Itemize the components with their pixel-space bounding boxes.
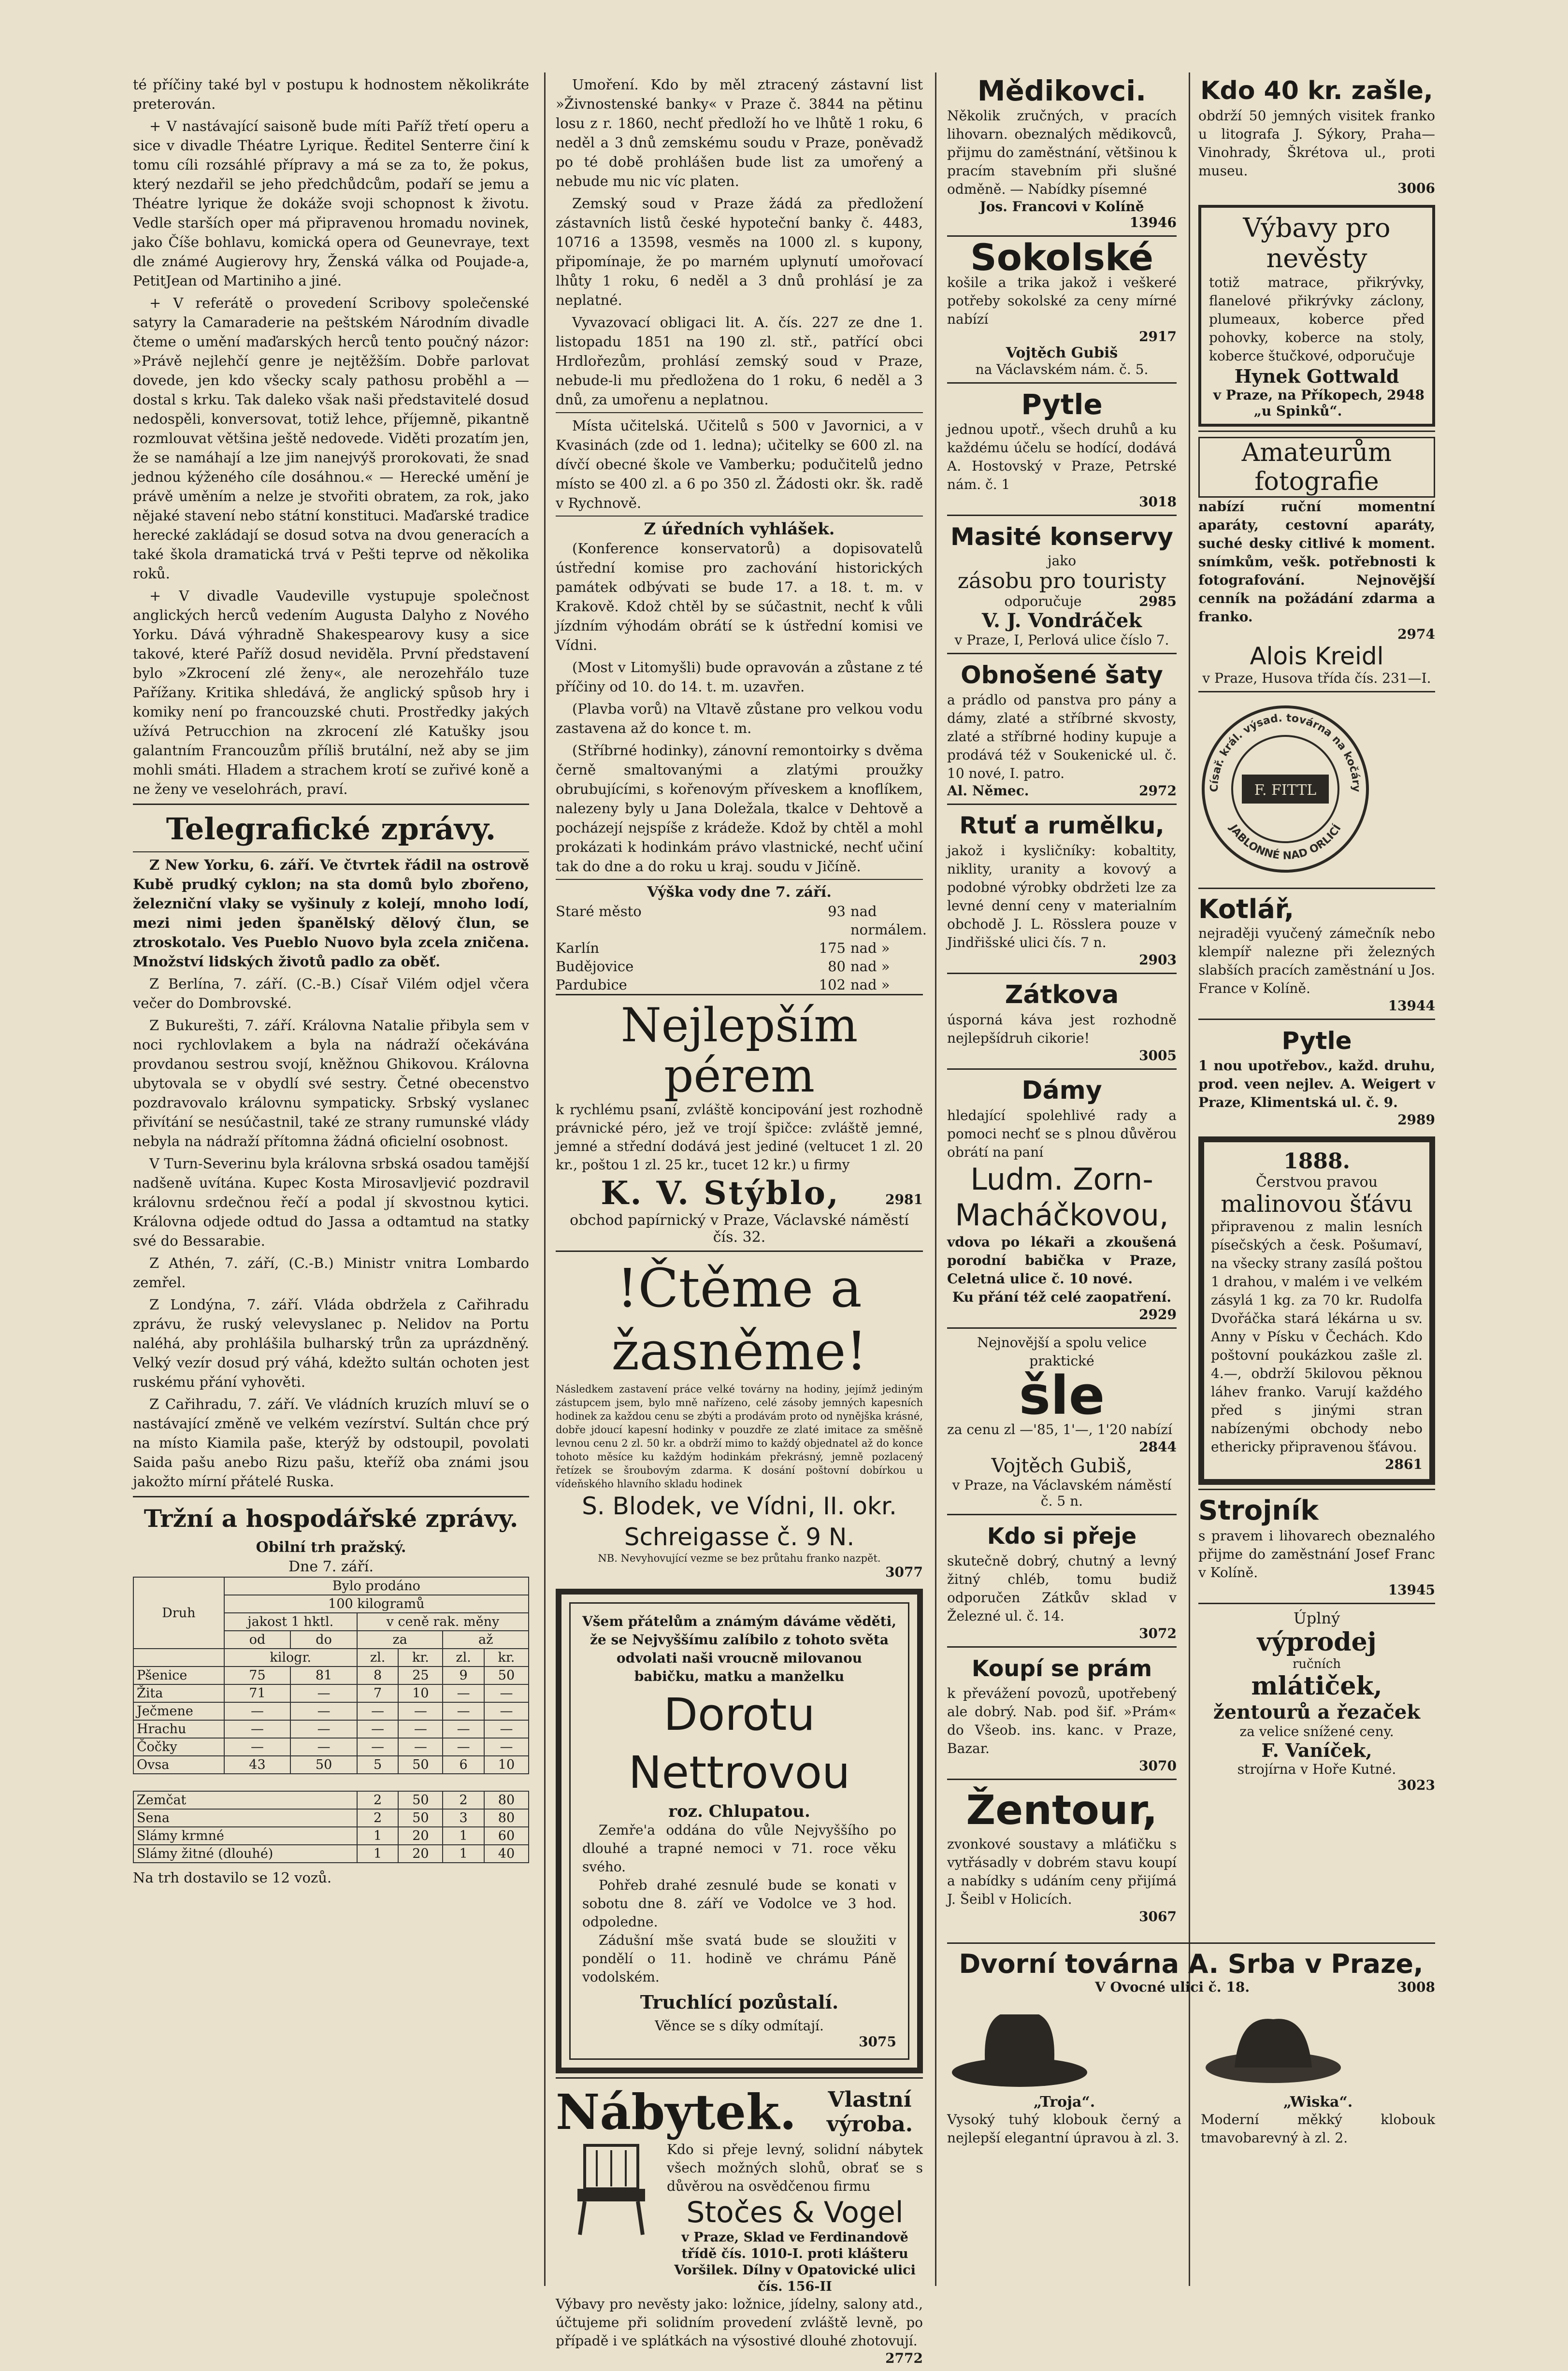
zentour-number: 3067: [1139, 1909, 1177, 1925]
official-paragraph: (Konference konservatorů) a dopisovatelů ústřední komise pro zachování historických památek odbývati se bude 17. a 18. t. m. v Krakově. Kdož chtěl by se súčastnit, nechť k vůli jízdním výhodám obrátí se k ústřední komisi ve Vídni.: [556, 540, 923, 653]
stava-ad: [1198, 1136, 1435, 1485]
theatre-paragraph: té příčiny také byl v postupu k hodnostem několikráte preterován.: [133, 76, 529, 112]
srba-address: V Ovocné ulici č. 18.: [1094, 1979, 1250, 1995]
divider: [133, 851, 529, 852]
water-place: Staré město: [556, 903, 642, 920]
rtut-title: Rtuť a rumělku,: [959, 812, 1165, 839]
table-cell: Hrachu: [133, 1720, 224, 1738]
death-notice-text: Pohřeb drahé zesnulé bude se konati v sobotu dne 8. září ve Vodolce ve 3 hod. odpoledne.: [582, 1877, 896, 1930]
grain-price-table: [133, 1577, 529, 1863]
telegraph-paragraph: V Turn-Severinu byla královna srbská osadou tamější nadšeně uvítána. Kupec Kosta Mirosavljević pozdravil královnu srdečnou řečí a podal jí skvostnou kytici. Královna odjede odtud do Jassa a odtamtud na statky své do Bessarabie.: [133, 1155, 529, 1249]
damy-text: Ku přání též celé zaopatření.: [952, 1289, 1172, 1305]
table-cell: —: [443, 1738, 484, 1756]
table-cell: —: [443, 1702, 484, 1720]
official-heading: Z úředních vyhlášek.: [644, 519, 835, 539]
pen-ad-title: Nejlepším pérem: [620, 998, 858, 1103]
divider: [133, 1496, 529, 1497]
table-row: [133, 1756, 529, 1774]
telegraph-paragraph: Z Londýna, 7. září. Vláda obdržela z Cařihradu zprávu, že ruský velevyslanec p. Nelidov na Portu naléhá, aby prohlášila bulharský trůn za uprázdněný. Velký vezír dosud prý váhá, kdežto sultán ochoten jest ruskému přání vyhověti.: [133, 1296, 529, 1390]
zatkova-text: úsporná káva jest rozhodně nejlepšídruh cikorie!: [947, 1012, 1177, 1046]
furniture-ad-address: v Praze, Sklad ve Ferdinandově třídě čís. 1010-I. proti klášteru Voršilek. Dílny v Opatovické ulici čís. 156-II: [674, 2230, 916, 2294]
table-cell: 20: [398, 1845, 443, 1863]
konservy-ad: [947, 515, 1177, 653]
damy-number: 2929: [1139, 1307, 1177, 1322]
table-row: [133, 1845, 529, 1863]
kdo40-title: Kdo 40 kr. zašle,: [1200, 76, 1433, 105]
table-cell: Sena: [133, 1809, 357, 1827]
table-header-kr: kr.: [484, 1649, 529, 1667]
medikovci-number: 13946: [1129, 215, 1177, 230]
srba-ad: [947, 1942, 1435, 2147]
furniture-ad-side: Vlastní výroba.: [826, 2087, 913, 2137]
column-2: [556, 75, 927, 2371]
table-cell: —: [290, 1720, 357, 1738]
zatkova-ad: [947, 973, 1177, 1068]
strojnik-text: s pravem i lihovarech obeznalého přijme do zaměstnání Josef Franc v Kolíně.: [1198, 1528, 1435, 1581]
table-cell: 50: [398, 1756, 443, 1774]
furniture-ad: [556, 2077, 923, 2371]
table-cell: 80: [484, 1791, 529, 1809]
table-header-jakost: jakost 1 hktl.: [224, 1613, 357, 1631]
pytle-text: jednou upotř., všech druhů a ku každému účelu se hodící, dodává A. Hostovský v Praze, Petrské nám. č. 1: [947, 421, 1177, 492]
seal-text-bottom: JABLONNÉ NAD ORLICÍ: [1227, 822, 1344, 862]
pytle2-title: Pytle: [1281, 1027, 1352, 1055]
medikovci-title: Mědikovci.: [977, 74, 1147, 107]
water-value: 80: [828, 958, 846, 975]
zatkova-title: Zátkova: [1005, 980, 1119, 1009]
damy-text: hledající spolehlivé rady a pomoci nechť se s plnou důvěrou obrátí na paní: [947, 1107, 1177, 1160]
pytle-title: Pytle: [1021, 388, 1103, 421]
table-cell: 25: [398, 1667, 443, 1684]
srba-title: Dvorní továrna A. Srba v Praze,: [959, 1949, 1424, 1979]
official-paragraph: (Most v Litomyšli) bude opravován a zůstane z té příčiny od 10. do 14. t. m. uzavřen.: [556, 659, 923, 695]
medikovci-firm: Jos. Francovi v Kolíně: [979, 199, 1144, 215]
theatre-paragraph: + V nastávající saisoně bude míti Paříž třetí operu a sice v divadle Théatre Lyrique. Ředitel Senterre činí k tomu cíli rozsáhlé přípravy a má se za to, že pokus, který nezdařil se jeho předchůdcům, podaří se jemu a Théatre lyrique že dokáže svoji schopnost k životu. Vedle starších oper má připravenou hromadu novinek, jako Číše bohlavu, komická opera od Geunevraye, text dle známé Augierovy hry, Ženská válka od Poujade-a, PetitJean od Martiniho a jiné.: [133, 118, 529, 289]
foto-text: nabízí ruční momentní aparáty, cestovní aparáty, suché desky citlivé k moment. snímkům, vešk. potřebnosti k fotografování. Nejnovější cenník na požádání zdarma a franko.: [1198, 499, 1435, 625]
medikovci-ad: [947, 75, 1177, 235]
table-header-do: do: [290, 1631, 357, 1649]
table-header-zl: zl.: [357, 1649, 399, 1667]
table-cell: 40: [484, 1845, 529, 1863]
table-row: [133, 1702, 529, 1720]
table-cell: Pšenice: [133, 1667, 224, 1684]
table-cell: —: [484, 1720, 529, 1738]
clock-ad-title: !Čtěme a žasněme!: [611, 1257, 867, 1382]
pytle-number: 3018: [1139, 494, 1177, 510]
table-cell: 10: [398, 1684, 443, 1702]
table-header-kilogr: kilogr.: [224, 1649, 357, 1667]
column-3: [947, 75, 1177, 1929]
pram-number: 3070: [1139, 1758, 1177, 1774]
table-header-kr: kr.: [398, 1649, 443, 1667]
table-header-sold: Bylo prodáno: [224, 1577, 529, 1595]
sokolske-number: 2917: [1139, 329, 1177, 345]
table-row: [133, 1738, 529, 1756]
table-cell: 6: [443, 1756, 484, 1774]
vyprodej-text: ručních: [1292, 1657, 1341, 1671]
table-cell: 50: [290, 1756, 357, 1774]
table-header-druh: Druh: [133, 1577, 224, 1649]
saty-text: a prádlo od panstva pro pány a dámy, zlaté a stříbrné skvosty, zlaté a stříbrné hodiny kupuje a prodává též v Soukenické ul. č. 10 nové, I. patro.: [947, 692, 1177, 781]
foto-address: v Praze, Husova třída čís. 231—I.: [1202, 670, 1431, 686]
top-hat-icon: [947, 1995, 1092, 2092]
water-value: 175: [819, 940, 846, 956]
water-level-list: [556, 902, 927, 994]
pytle2-text: 1 nou upotřebov., každ. druhu, prod. veen nejlev. A. Weigert v Praze, Klimentská ul. č. 9.: [1198, 1058, 1435, 1110]
clock-ad: [556, 1250, 923, 1585]
table-cell: —: [224, 1720, 291, 1738]
pen-ad-text: k rychlému psaní, zvláště koncipování jest rozhodně právnické péro, jež ve trojí špičce: zvláště jemné, jemné a střední dodává jest jediné (veltucet 1 zl. 20 kr., poštou 1 zl. 25 kr., tucet 12 kr.) u firmy: [556, 1102, 923, 1173]
table-cell: —: [357, 1720, 399, 1738]
stava-text: Čerstvou pravou: [1255, 1174, 1378, 1191]
telegraph-paragraph: Z Athén, 7. září, (C.-B.) Ministr vnitra Lombardo zemřel.: [133, 1255, 529, 1291]
divider: [556, 412, 923, 413]
water-row: [556, 939, 923, 957]
divider: [556, 516, 923, 517]
death-notice-name: Dorotu Nettrovou: [628, 1689, 850, 1798]
market-footer: Na trh dostavilo se 12 vozů.: [133, 1869, 332, 1886]
notice-paragraph: Místa učitelská. Učitelů s 500 v Javornici, a v Kvasinách (zde od 1. ledna); učitelky se 600 zl. na dívčí obecné škole ve Vamberku; podučitelů jedno místo se 400 zl. a 6 po 350 zl. Žádosti okr. šk. radě v Rychnově.: [556, 417, 923, 511]
sle-title: šle: [1019, 1365, 1105, 1426]
damy-text: vdova po lékaři a zkoušená porodní babička v Praze, Celetná ulice č. 10 nové.: [947, 1234, 1177, 1287]
sokolske-address: na Václavském nám. č. 5.: [975, 361, 1149, 377]
vybavy-number: 2948: [1387, 387, 1424, 403]
vyprodej-address: strojírna v Hoře Kutné.: [1237, 1761, 1396, 1777]
table-header-az: až: [443, 1631, 529, 1649]
pytle2-number: 2989: [1397, 1112, 1435, 1128]
death-notice-intro: Všem přátelům a známým dáváme věděti, že se Nejvyššímu zalíbilo z tohoto světa odvolati naši vroucně milovanou babičku, matku a manželku: [582, 1613, 896, 1684]
death-notice-thanks: Věnce se s díky odmítají.: [655, 2018, 824, 2034]
telegraph-paragraph: Z New Yorku, 6. září. Ve čtvrtek řádil na ostrově Kubě prudký cyklon; na sta domů bylo zbořeno, železniční vlaky se vyšinuly z kolejí, mnoho lodí, mezi nimi jeden španělský dělový člun, se ztroskotalo. Ves Pueblo Nuovo byla zcela zničena. Množství lidských životů padlo za oběť.: [133, 857, 529, 970]
water-heading: Výška vody dne 7. září.: [647, 884, 832, 901]
rtut-text: jakož i kysličníky: kobaltity, niklity, uranity a kovový a podobné výrobky obdržeti lze za levné denní ceny v materialním obchodě J. L. Rösslera pouze v Jindřišské ulici čís. 7 n.: [947, 843, 1177, 950]
zentour-ad: [947, 1779, 1177, 1929]
kdo40-ad: [1198, 75, 1435, 201]
market-date: Dne 7. září.: [288, 1558, 374, 1575]
foto-number: 2974: [1397, 626, 1435, 642]
stava-year: 1888.: [1283, 1149, 1350, 1174]
table-cell: 1: [443, 1827, 484, 1845]
sle-ad: [947, 1327, 1177, 1514]
furniture-ad-title: Nábytek.: [556, 2084, 797, 2141]
official-paragraph: (Stříbrné hodinky), zánovní remontoirky s dvěma černě smaltovanými a zlatými proužky obrubujícími, s kořenovým příveskem a knoflíkem, nalezeny byly u Jana Doležala, tkalce v Dehtově a pocházejí nejspíše z krádeže. Kdož by chtěl a mohl prokázati k hodinkám právo vlastnické, nechť učiní tak do dne a do roku u kraj. soudu v Jičíně.: [556, 742, 923, 875]
hat-name: „Troja“.: [1033, 2094, 1095, 2111]
konservy-firm: V. J. Vondráček: [981, 609, 1142, 632]
srba-number: 3008: [1397, 1979, 1435, 1995]
table-cell: 71: [224, 1684, 291, 1702]
preje-number: 3072: [1139, 1625, 1177, 1641]
konservy-title: Masité konservy: [950, 523, 1173, 551]
water-unit: nad »: [850, 958, 890, 975]
table-header-cene: v ceně rak. měny: [357, 1613, 529, 1631]
table-cell: 2: [443, 1791, 484, 1809]
notice-paragraph: Zemský soud v Praze žádá za předložení zástavních listů české hypoteční banky č. 4483, 10716 a 13598, vesměs na 1000 zl. s kupony, připomínaje, že po marném uplynutí umořovací lhůty 1 roku, 6 neděl a 3 dnů prohlásí je za neplatné.: [556, 195, 923, 308]
table-header-100kg: 100 kilogramů: [224, 1595, 529, 1613]
furniture-ad-text: Kdo si přeje levný, solidní nábytek všech možných slohů, obrať se s důvěrou na osvědčenou firmu: [667, 2141, 923, 2194]
death-notice-number: 3075: [859, 2034, 896, 2050]
column-4: [1198, 75, 1435, 1798]
table-cell: —: [484, 1684, 529, 1702]
medikovci-text: Několik zručných, v pracích lihovarn. obeznalých mědikovců, přijmu do zaměstnání, většinou k pracím stavebním při slušné odměně. — Nabídky písemné: [947, 108, 1177, 197]
chair-icon: [556, 2141, 667, 2237]
furniture-ad-number: 2772: [885, 2350, 923, 2366]
table-cell: 20: [398, 1827, 443, 1845]
seal-text-center: F. FITTL: [1254, 782, 1317, 799]
strojnik-number: 13945: [1388, 1582, 1435, 1598]
table-cell: 75: [224, 1667, 291, 1684]
table-cell: —: [484, 1702, 529, 1720]
table-header-od: od: [224, 1631, 291, 1649]
table-cell: —: [484, 1738, 529, 1756]
column-rule-2: [935, 72, 936, 2286]
table-cell: Žita: [133, 1684, 224, 1702]
foto-ad: [1198, 431, 1435, 691]
table-cell: 1: [443, 1845, 484, 1863]
divider: [133, 804, 529, 805]
pen-ad-address: obchod papírnický v Praze, Václavské náměstí čís. 32.: [570, 1212, 909, 1246]
vyprodej-number: 3023: [1397, 1777, 1435, 1793]
table-cell: 1: [357, 1827, 399, 1845]
water-value: 93: [828, 903, 846, 920]
vybavy-address: v Praze, na Příkopech, „u Spinků“.: [1213, 387, 1383, 419]
water-place: Pardubice: [556, 977, 627, 993]
pen-ad: [556, 994, 923, 1250]
stava-title: malinovou šťávu: [1221, 1191, 1413, 1218]
saty-number: 2972: [1139, 783, 1177, 799]
zentour-text: zvonkové soustavy a mláťičku s vytřásadly v dobrém stavu koupí a nabídky s udáním ceny přijímá J. Šeibl v Holicích.: [947, 1836, 1177, 1907]
table-cell: —: [357, 1738, 399, 1756]
damy-title: Dámy: [1021, 1076, 1102, 1105]
vyprodej-firm: F. Vaníček,: [1261, 1739, 1372, 1761]
preje-ad: [947, 1514, 1177, 1646]
damy-name: Ludm. Zorn-Macháčkovou,: [955, 1162, 1169, 1233]
table-cell: —: [398, 1720, 443, 1738]
seal-text-top: Císař. král. výsad. továrna na kočáry: [1208, 712, 1363, 792]
clock-ad-firm: S. Blodek, ve Vídni, II. okr. Schreigasse č. 9 N.: [582, 1492, 897, 1551]
column-rule-1: [544, 72, 546, 2286]
telegraph-paragraph: Z Cařihradu, 7. září. Ve vládních kruzích mluví se o nastávající změně ve velkém vezírství. Sultán chce prý na místo Kiamila paše, kterýž by odstoupil, povolati Saida pašu anebo Rizu pašu, kteříž oba známi jsou jakožto mírní přátelé Ruska.: [133, 1396, 529, 1490]
death-notice-text: Zádušní mše svatá bude se sloužiti v pondělí o 11. hodině ve chrámu Páně vodolském.: [582, 1932, 896, 1985]
table-cell: —: [224, 1738, 291, 1756]
pram-text: k převážení povozů, upotřebený ale dobrý. Nab. pod šif. »Prám« do Všeob. ins. kanc. v Praze, Bazar.: [947, 1685, 1177, 1756]
table-cell: 80: [484, 1809, 529, 1827]
strojnik-title: Strojník: [1198, 1495, 1319, 1526]
soft-hat-icon: [1201, 1995, 1346, 2092]
kotlar-title: Kotlář,: [1198, 894, 1294, 924]
table-cell: —: [357, 1702, 399, 1720]
konservy-number: 2985: [1139, 593, 1177, 609]
water-row: [556, 902, 927, 939]
theatre-paragraph: + V divadle Vaudeville vystupuje společnost anglických herců vedením Augusta Dalyho z Nového Yorku. Dává výhradně Shakespearovy kusy a sice takové, které Paříž dosud neviděla. První představení bylo »Zkrocení zlé ženy«, ale nerozehřálo tuze Pařížany. Kritika shledává, že anglický spůsob hry i komiky není po francouzské chuti. Prostředky jakých užívá Petrucchion na zkrocení zlé Katušky jsou galantním Francouzům příliš brutální, než aby se jim mohli smáti. Hladem a strachem krotí se zuřivé koně a ne ženy ve veselohrách, praví.: [133, 588, 529, 797]
table-cell: Čočky: [133, 1738, 224, 1756]
table-cell: —: [290, 1702, 357, 1720]
preje-title: Kdo si přeje: [987, 1523, 1137, 1549]
kdo40-text: obdrží 50 jemných visitek franko u litografa J. Sýkory, Praha—Vinohrady, Škrétova ul., proti museu.: [1198, 108, 1435, 179]
table-cell: 50: [484, 1667, 529, 1684]
table-cell: —: [224, 1702, 291, 1720]
table-header-zl: zl.: [443, 1649, 484, 1667]
sle-text: Nejnovější a spolu velice praktické: [977, 1335, 1147, 1369]
vyprodej-text: za velice snížené ceny.: [1239, 1724, 1394, 1739]
konservy-text: zásobu pro touristy: [957, 569, 1166, 593]
notice-paragraph: Umoření. Kdo by měl ztracený zástavní list »Živnostenské banky« v Praze č. 3844 na pětinu losu z r. 1860, nechť předloží ho ve lhůtě 1 roku, 6 neděl a 3 dnů zemskému soudu v Praze, poněvadž po té době prohlášen bude list za umořený a nebude mu nic víc platen.: [556, 76, 923, 189]
vyprodej-text: Úplný: [1293, 1609, 1340, 1627]
preje-text: skutečně dobrý, chutný a levný žitný chléb, tomu budiž odporučen Zátkův sklad v Železné ul. č. 14.: [947, 1553, 1177, 1624]
hat-text: Moderní měkký klobouk tmavobarevný à zl. 2.: [1201, 2112, 1435, 2146]
hat-text: Vysoký tuhý klobouk černý a nejlepší elegantní úpravou à zl. 3.: [947, 2112, 1181, 2146]
table-cell: —: [398, 1702, 443, 1720]
market-heading: Tržní a hospodářské zprávy.: [144, 1504, 518, 1533]
pram-title: Koupí se prám: [971, 1655, 1152, 1681]
pen-ad-firm: K. V. Stýblo,: [601, 1174, 840, 1212]
furniture-ad-bottom: Výbavy pro nevěsty jako: ložnice, jídelny, salony atd., účtujeme při solidním provedení zvláště levně, po případě i ve splátkách na výsostivé dlouhé zhotovují.: [556, 2296, 923, 2349]
sle-number: 2844: [1139, 1439, 1177, 1455]
table-row: [133, 1827, 529, 1845]
stava-number: 2861: [1385, 1456, 1423, 1472]
rtut-number: 2903: [1139, 952, 1177, 968]
table-header-za: za: [357, 1631, 443, 1649]
kotlar-number: 13944: [1388, 998, 1435, 1014]
table-cell: 5: [357, 1756, 399, 1774]
saty-firm: Al. Němec.: [947, 783, 1029, 799]
strojnik-ad: [1198, 1489, 1435, 1603]
factory-seal-icon: [1198, 702, 1372, 876]
kotlar-text: nejraději vyučený zámečník nebo klempíř nalezne při železných slabších pracích zaměstnání u Jos. France v Kolíně.: [1198, 925, 1435, 996]
market-subheading: Obilní trh pražský.: [256, 1539, 406, 1556]
table-cell: —: [443, 1684, 484, 1702]
table-cell: 2: [357, 1791, 399, 1809]
notice-paragraph: Vyvazovací obligaci lit. A. čís. 227 ze dne 1. listopadu 1851 na 190 zl. stř., patřící obci Hrdlořezům, prohlásí zemský soud v Praze, nebude-li mu předložena do 1 roku, 6 neděl a 3 dnů, za umořenu a neplatnou.: [556, 314, 923, 408]
sle-address: v Praze, na Václavském náměstí č. 5 n.: [952, 1477, 1172, 1509]
table-cell: 50: [398, 1791, 443, 1809]
kotlar-ad: [1198, 888, 1435, 1019]
sle-text: za cenu zl —'85, 1'—, 1'20 nabízí: [947, 1422, 1172, 1437]
vyprodej-title: žentourů a řezaček: [1213, 1701, 1421, 1724]
water-unit: nad »: [850, 940, 890, 956]
sokolske-text: košile a trika jakož i veškeré potřeby sokolské za ceny mírné nabízí: [947, 274, 1177, 327]
death-notice: [556, 1589, 923, 2073]
vybavy-firm: Hynek Gottwald: [1234, 365, 1399, 387]
seal-ad: [1198, 691, 1435, 888]
table-cell: 81: [290, 1667, 357, 1684]
table-cell: —: [290, 1684, 357, 1702]
vybavy-text: totiž matrace, přikrývky, flanelové přikrývky záclony, plumeaux, koberce před pohovky, koberce na stoly, koberce štučkové, odporučuje: [1209, 274, 1424, 364]
table-cell: Slámy žitné (dlouhé): [133, 1845, 357, 1863]
death-notice-born: roz. Chlupatou.: [668, 1802, 810, 1821]
vybavy-title: Výbavy pro nevěsty: [1243, 213, 1391, 273]
table-cell: Zemčat: [133, 1791, 357, 1809]
table-row: [133, 1809, 529, 1827]
pytle-ad: [947, 382, 1177, 515]
zatkova-number: 3005: [1139, 1048, 1177, 1063]
clock-ad-note: NB. Nevyhovující vezme se bez průtahu franko nazpět.: [598, 1552, 881, 1564]
water-value: 102: [819, 977, 846, 993]
table-cell: —: [398, 1738, 443, 1756]
table-cell: Ovsa: [133, 1756, 224, 1774]
telegraph-heading: Telegrafické zprávy.: [166, 811, 496, 847]
table-row: [133, 1667, 529, 1684]
vyprodej-ad: [1198, 1603, 1435, 1798]
table-row: [133, 1684, 529, 1702]
column-1: [133, 75, 529, 1890]
table-cell: 10: [484, 1756, 529, 1774]
clock-ad-number: 3077: [885, 1564, 923, 1580]
table-cell: Slámy krmné: [133, 1827, 357, 1845]
table-cell: 7: [357, 1684, 399, 1702]
death-notice-signature: Truchlící pozůstalí.: [640, 1991, 839, 2013]
water-unit: nad »: [850, 977, 890, 993]
table-row: [133, 1791, 529, 1809]
telegraph-paragraph: Z Berlína, 7. září. (C.-B.) Císař Vilém odjel včera večer do Dombrovské.: [133, 976, 529, 1011]
saty-ad: [947, 653, 1177, 804]
stava-text: připravenou z malin lesních písečských a česk. Pošumaví, na všecky strany zasílá poštou 1 drahou, v malém i ve velkém zásylá 1 kg. za 70 kr. Rudolfa Dvořáčka stará lékárna u sv. Anny v Písku v Čechách. Kdo poštovní poukázkou zašle zl. 4.—, obdrží 5kilovou pěknou láhev franko. Varují každého před s jinými stran nabízenými obchody nebo ethericky připravenou šťávou.: [1211, 1219, 1423, 1455]
konservy-text: odporučuje: [1004, 593, 1082, 609]
theatre-paragraph: + V referátě o provedení Scribovy společenské satyry la Camaraderie na peštském Národním divadle čteme o umění maďarských herců tento poučný názor: »Právě nejlehčí genre je nejtěžším. Dobře parlovat dovede, jen kdo všecky scaly pathosu proběhl a — dostal s krku. Tak daleko však naši představitelé dosud nedospěli, konversovat, totiž lehce, příjemně, pikantně rozmlouvat většina ještě nedovede. Viděti prozatím jen, že se namáhají a lze jim nanejvýš prorokovati, že snad jednou kýženého cíle dosáhnou.« — Herecké umění je právě uměním a nelze je stvořiti obratem, za rok, jako nějaké stavení nebo státní konstituci. Maďarské tradice herecké zakládají se dosud sotva na dvou generacích a také škola dramatická trvá v Pešti teprve od několika roků.: [133, 295, 529, 582]
konservy-address: v Praze, I, Perlová ulice číslo 7.: [954, 632, 1169, 648]
telegraph-paragraph: Z Bukurešti, 7. září. Královna Natalie přibyla sem v noci rychlovlakem a byla na nádraží očekávána provdanou sestrou svojí, kněžnou Ghikovou. Královna ubytovala se v obydlí své sestry. Četné obecenstvo pozdravovalo královnu sympaticky. Srbský vyslanec přivítání se nesúčastnil, také ze strany rumunské vlády nebyla na nádraží přítomna žádná oficielní osobnost.: [133, 1017, 529, 1150]
table-cell: 8: [357, 1667, 399, 1684]
sokolske-title: Sokolské: [970, 236, 1153, 279]
water-row: [556, 976, 923, 994]
sokolske-firm: Vojtěch Gubiš: [1006, 345, 1118, 361]
table-cell: —: [443, 1720, 484, 1738]
table-cell: Ječmene: [133, 1702, 224, 1720]
konservy-text: jako: [1047, 553, 1077, 569]
water-place: Budějovice: [556, 958, 634, 975]
vyprodej-title: mlátiček,: [1251, 1671, 1382, 1701]
rtut-ad: [947, 804, 1177, 973]
table-cell: 1: [357, 1845, 399, 1863]
table-cell: 43: [224, 1756, 291, 1774]
table-cell: 3: [443, 1809, 484, 1827]
pram-ad: [947, 1646, 1177, 1779]
zentour-title: Žentour,: [966, 1786, 1158, 1834]
sokolske-ad: [947, 235, 1177, 382]
pytle2-ad: [1198, 1019, 1435, 1133]
table-cell: 2: [357, 1809, 399, 1827]
water-place: Karlín: [556, 940, 600, 956]
vyprodej-title: výprodej: [1257, 1627, 1377, 1657]
official-paragraph: (Plavba vorů) na Vltavě zůstane pro velkou vodu zastavena až do konce t. m.: [556, 701, 923, 736]
kdo40-number: 3006: [1397, 180, 1435, 196]
water-row: [556, 957, 923, 976]
saty-title: Obnošené šaty: [961, 661, 1163, 689]
damy-ad: [947, 1068, 1177, 1327]
furniture-ad-firm: Stočes & Vogel: [686, 2196, 904, 2229]
foto-firm: Alois Kreidl: [1250, 642, 1384, 670]
pen-ad-number: 2981: [885, 1192, 923, 1207]
table-cell: —: [290, 1738, 357, 1756]
table-cell: 50: [398, 1809, 443, 1827]
clock-ad-text: Následkem zastavení práce velké továrny na hodiny, jejímž jediným zástupcem jsem, bylo mně nařízeno, celé zásoby jemných kapesních hodinek za každou cenu se zbýti a prodávám proto od nynějška krásné, dobře jdoucí kapesní hodinky v pouzdře ze zlaté imitace za směšně levnou cenu 2 zl. 50 kr. a obdrží mimo to každý objednatel až do konce tohoto měsíce ku každým hodinkám překrásný, jemně pozlacený řetízek se šroubovým zdarma. K dosání poštovní dobírkou u vídeňského hlavního skladu hodinek: [556, 1383, 923, 1490]
vybavy-ad: [1198, 205, 1435, 427]
hat-name: „Wiska“.: [1283, 2094, 1353, 2111]
death-notice-text: Zemře'a oddána do vůle Nejvyššího po dlouhé a trapné nemoci v 71. roce věku svého.: [582, 1822, 896, 1875]
water-unit: nad normálem.: [850, 903, 927, 938]
table-cell: 9: [443, 1667, 484, 1684]
foto-title: Amateurům fotografie: [1198, 437, 1435, 498]
table-cell: 60: [484, 1827, 529, 1845]
divider: [556, 879, 923, 880]
sle-firm: Vojtěch Gubiš,: [991, 1455, 1133, 1477]
table-row: [133, 1720, 529, 1738]
